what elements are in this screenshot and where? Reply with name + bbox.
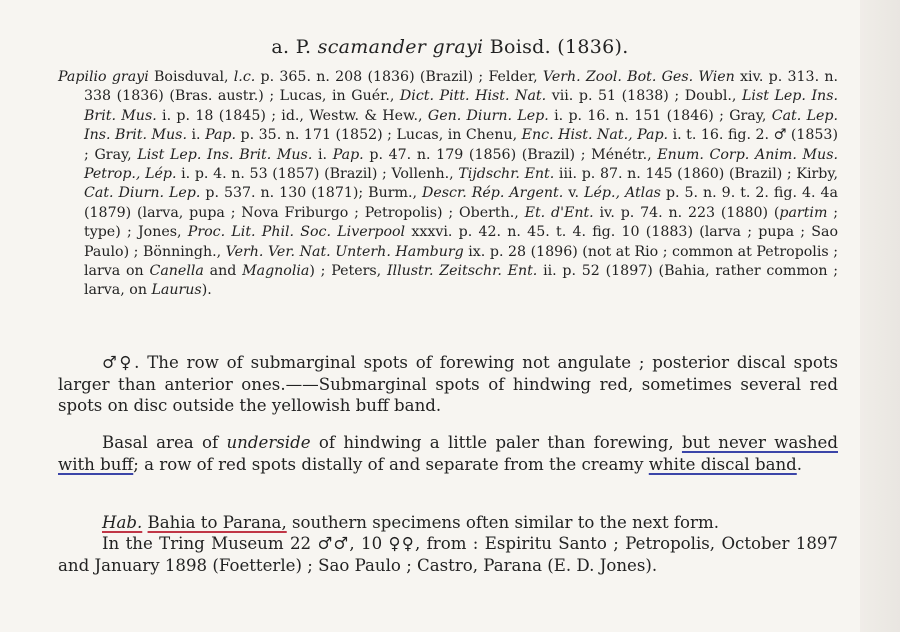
synonymy-text-run: p. 365. n. 208 (1836) (Brazil) ; Felder,: [255, 69, 543, 85]
synonymy-italic-run: Laurus: [151, 282, 202, 299]
synonymy-italic-run: Papilio grayi: [58, 69, 149, 85]
p2-text-c: of hindwing a little paler than forewing,: [310, 433, 682, 452]
synonymy-italic-run: Illustr. Zeitschr. Ent.: [386, 263, 538, 280]
synonymy-italic-run: Cat. Diurn. Lep.: [84, 185, 201, 202]
synonymy-text-run: vii. p. 51 (1838) ; Doubl.,: [546, 88, 742, 105]
synonymy-italic-run: l.c.: [233, 69, 256, 85]
synonymy-italic-run: Canella: [149, 263, 204, 280]
synonymy-italic-run: Pap.: [332, 146, 364, 163]
synonymy-text-run: ).: [201, 282, 212, 299]
synonymy-text-run: xxxvi. p. 42. n. 45. t. 4. fig. 10 (1883) (larva ; pupa ; Sao Paulo) ; Bönningh.,: [84, 224, 839, 260]
synonymy-text-run: p. 537. n. 130 (1871); Burm.,: [200, 185, 422, 202]
synonymy-text-run: i.: [186, 127, 206, 144]
synonymy-text-run: i. p. 16. n. 151 (1846) ; Gray,: [548, 107, 772, 124]
synonymy-text-run: i.: [312, 146, 333, 163]
synonymy-text-run: i. p. 18 (1845) ; id., Westw. & Hew.,: [156, 107, 428, 124]
synonymy-text-run: ix. p. 28 (1896) (not at Rio ; common at Petropolis ; larva on: [84, 243, 838, 280]
heading-author: Boisd. (1836).: [483, 36, 629, 58]
synonymy-italic-run: Dict. Pitt. Hist. Nat.: [399, 88, 547, 105]
synonymy-text-run: iv. p. 74. n. 223 (1880) (: [593, 204, 780, 221]
synonymy-text-run: and: [203, 263, 243, 280]
synonymy-block: [58, 68, 838, 301]
synonymy-text-run: p. 5. n. 9. t. 2. fig. 4. 4a (1879) (larva, pupa ; Nova Friburgo ; Petropolis) ; Oberth.,: [84, 185, 838, 221]
synonymy-italic-run: Verh. Ver. Nat. Unterh. Hamburg: [225, 243, 464, 260]
synonymy-text-run: xiv. p. 313. n. 338 (1836) (Bras. austr.) ; Lucas, in Guér.,: [84, 69, 838, 105]
synonymy-text-run: ; type) ; Jones,: [84, 204, 839, 241]
p2-text-e: ; a row of red spots distally of and separate from the creamy: [133, 454, 649, 474]
synonymy-italic-run: Gen. Diurn. Lep.: [427, 107, 549, 124]
synonymy-text-run: p. 35. n. 171 (1852) ; Lucas, in Chenu,: [236, 127, 522, 144]
hab-text: southern specimens often similar to the next form.: [286, 513, 719, 532]
tring-museum-paragraph: In the Tring Museum 22 ♂♂, 10 ♀♀, from : Espiritu Santo ; Petropolis, October 1897 and January 1898 (Foetterle) ; Sao Paulo ; Castro, Parana (E. D. Jones).: [58, 534, 838, 575]
synonymy-text-run: iii. p. 87. n. 145 (1860) (Brazil) ; Kirby,: [554, 166, 838, 183]
synonymy-text-run: ii. p. 52 (1897) (Bahia, rather common ; larva, on: [84, 263, 839, 299]
synonymy-italic-run: Enum. Corp. Anim. Mus. Petrop., Lép.: [84, 146, 838, 183]
synonymy-italic-run: List Lep. Ins. Brit. Mus.: [84, 88, 838, 124]
habitat-paragraph: [58, 512, 838, 534]
description-paragraph-2: [58, 432, 838, 475]
synonymy-italic-run: Lép., Atlas: [584, 185, 661, 202]
synonymy-text-run: p. 47. n. 179 (1856) (Brazil) ; Ménétr.,: [363, 146, 658, 163]
p2-text-a: Basal area of: [102, 433, 227, 452]
p2-underside: underside: [226, 433, 311, 452]
heading-prefix: a. P.: [271, 36, 318, 58]
synonymy-text-run: i. p. 4. n. 53 (1857) (Brazil) ; Vollenh.,: [176, 166, 459, 183]
hab-label: Hab.: [102, 513, 143, 532]
synonymy-italic-run: Verh. Zool. Bot. Ges. Wien: [542, 69, 735, 85]
synonymy-italic-run: Descr. Rép. Argent.: [422, 185, 564, 202]
synonymy-italic-run: Cat. Lep. Ins. Brit. Mus.: [84, 107, 838, 144]
synonymy-italic-run: Enc. Hist. Nat., Pap.: [521, 127, 669, 144]
synonymy-italic-run: Pap.: [205, 127, 237, 144]
synonymy-italic-run: Tijdschr. Ent.: [458, 166, 555, 183]
synonymy-italic-run: Proc. Lit. Phil. Soc. Liverpool: [187, 224, 406, 241]
p2-underlined-buff: but never washed with buff: [58, 433, 838, 474]
synonymy-text-run: v.: [563, 185, 585, 202]
p2-underlined-band: white discal band: [648, 454, 797, 474]
synonymy-text-run: Boisduval,: [148, 69, 234, 85]
description-paragraph-1: ♂♀. The row of submarginal spots of forewing not angulate ; posterior discal spots larger than anterior ones.——Submarginal spots of hindwing red, sometimes several red spots on disc outside the yellowish buff band.: [58, 353, 838, 415]
heading-name: scamander grayi: [317, 36, 484, 58]
synonymy-italic-run: partim: [779, 204, 828, 221]
synonymy-italic-run: Et. d'Ent.: [524, 204, 594, 221]
hab-range: Bahia to Parana,: [147, 513, 287, 532]
synonymy-italic-run: Magnolia: [242, 263, 310, 280]
taxon-heading: [0, 36, 900, 58]
page-edge: [860, 0, 900, 632]
synonymy-text-run: ) ; Peters,: [309, 263, 387, 280]
p2-text-g: .: [796, 454, 803, 474]
synonymy-text-run: i. t. 16. fig. 2. ♂ (1853) ; Gray,: [84, 127, 838, 163]
synonymy-italic-run: List Lep. Ins. Brit. Mus.: [137, 146, 313, 163]
